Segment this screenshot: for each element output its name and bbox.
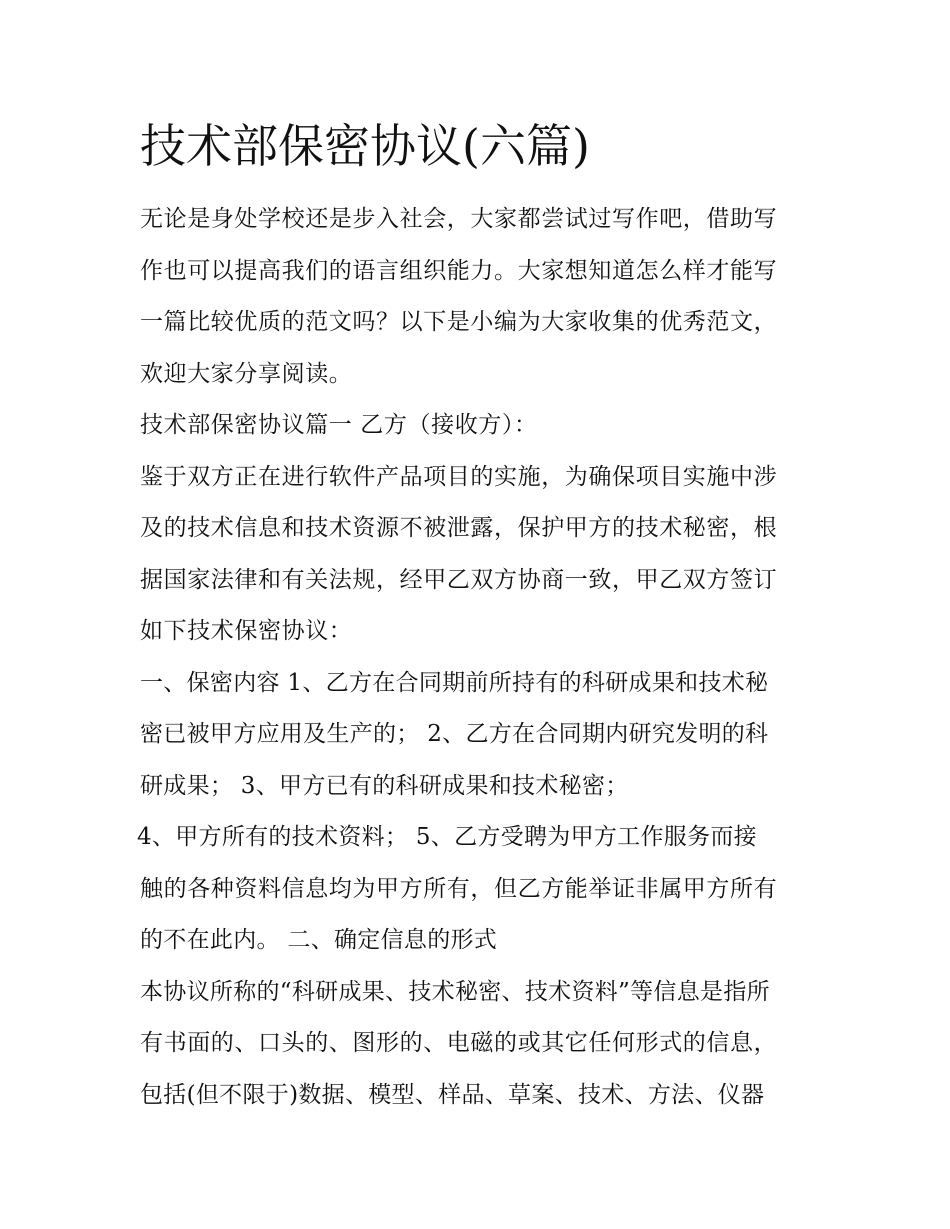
paragraph-line: 本协议所称的“科研成果、技术秘密、技术资料”等信息是指所 [140, 978, 770, 1005]
paragraph-line: 研成果； 3、甲方已有的科研成果和技术秘密； [140, 772, 629, 799]
paragraph-line: 有书面的、口头的、图形的、电磁的或其它任何形式的信息， [140, 1030, 778, 1056]
paragraph-line: 一篇比较优质的范文吗？以下是小编为大家收集的优秀范文， [140, 309, 778, 335]
paragraph-line: 据国家法律和有关法规，经甲乙双方协商一致，甲乙双方签订 [140, 566, 778, 593]
section-heading: 技术部保密协议篇一 乙方（接收方）： [140, 412, 538, 438]
paragraph-line: 密已被甲方应用及生产的； 2、乙方在合同期内研究发明的科 [140, 721, 769, 747]
paragraph-line: 触的各种资料信息均为甲方所有，但乙方能举证非属甲方所有 [140, 875, 778, 902]
document-title: 技术部保密协议(六篇) [140, 119, 590, 173]
paragraph-line: 无论是身处学校还是步入社会，大家都尝试过写作吧，借助写 [140, 206, 778, 232]
paragraph-line: 作也可以提高我们的语言组织能力。大家想知道怎么样才能写 [140, 257, 778, 284]
paragraph-line: 欢迎大家分享阅读。 [140, 360, 353, 387]
paragraph-line: 鉴于双方正在进行软件产品项目的实施，为确保项目实施中涉 [140, 463, 778, 490]
paragraph-line: 4、甲方所有的技术资料； 5、乙方受聘为甲方工作服务而接 [137, 824, 757, 850]
paragraph-line: 及的技术信息和技术资源不被泄露，保护甲方的技术秘密，根 [140, 515, 778, 541]
paragraph-line: 一、保密内容 1、乙方在合同期前所持有的科研成果和技术秘 [140, 669, 769, 696]
paragraph-line: 如下技术保密协议： [140, 618, 353, 644]
paragraph-line: 包括(但不限于)数据、模型、样品、草案、技术、方法、仪器 [140, 1081, 765, 1108]
document-body [137, 108, 820, 1121]
paragraph-line: 的不在此内。 二、确定信息的形式 [140, 927, 498, 953]
